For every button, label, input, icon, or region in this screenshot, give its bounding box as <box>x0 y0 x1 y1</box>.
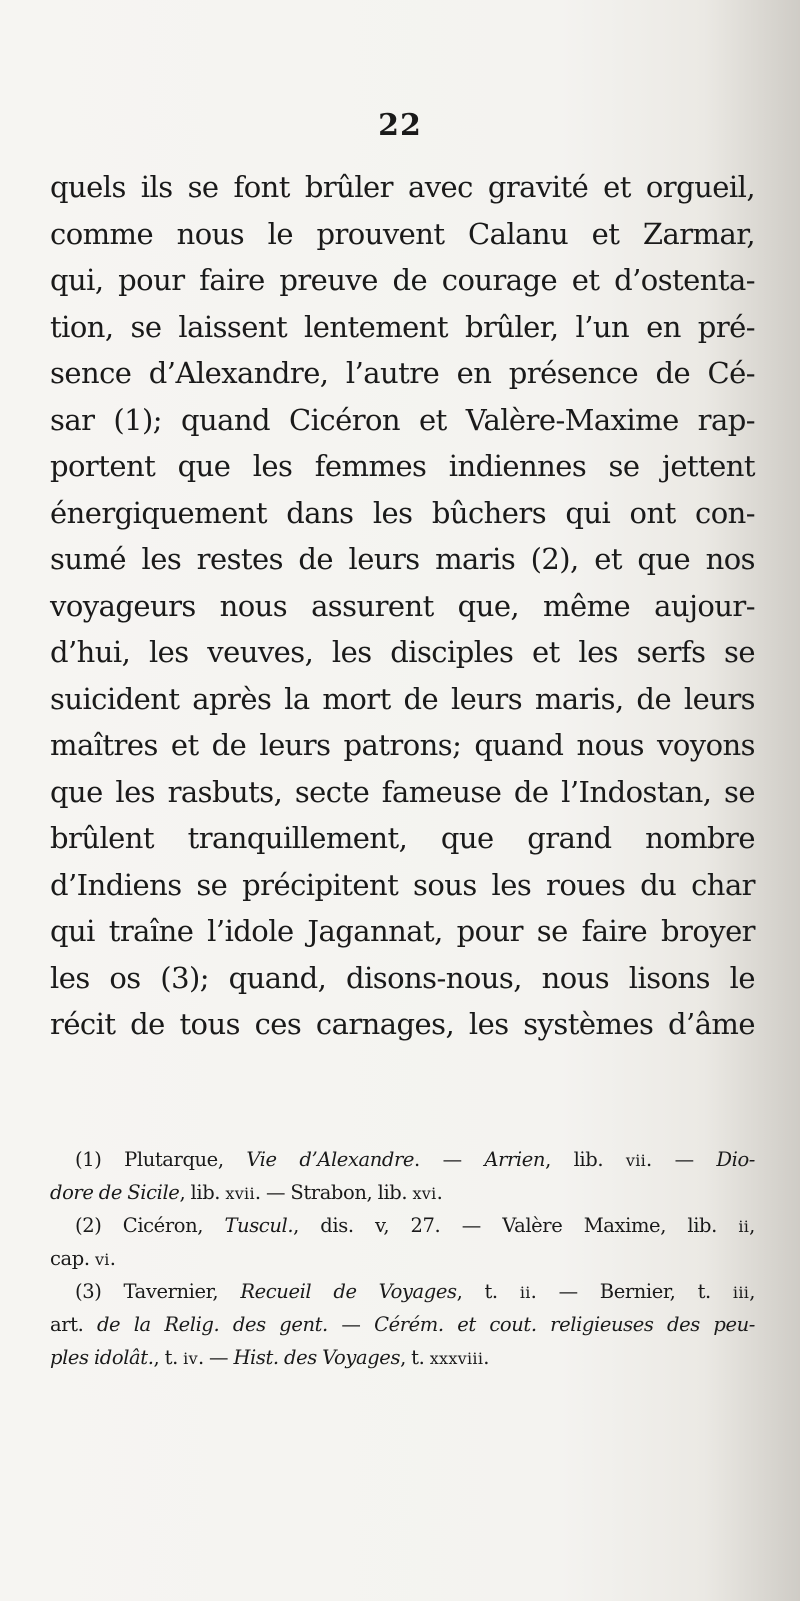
footnote-text: , <box>749 1214 755 1237</box>
footnote-text: , <box>749 1280 755 1303</box>
body-line: qui, pour faire preuve de courage et d’ostenta- <box>50 263 755 297</box>
footnote-text: (1) Plutarque, <box>75 1148 247 1171</box>
footnote-text: . — <box>197 1346 234 1369</box>
footnote-text: , dis. v, 27. — Valère Maxime, lib. <box>293 1214 739 1237</box>
body-line: tion, se laissent lentement brûler, l’un en pré- <box>50 309 755 344</box>
body-line: récit de tous ces carnages, les systèmes d’âme <box>50 1007 755 1041</box>
footnote-work-title: Tuscul. <box>224 1214 294 1237</box>
footnote-2-line-2 <box>50 1242 755 1275</box>
footnote-text: . — <box>414 1148 485 1171</box>
footnote-author: Dio- <box>716 1148 755 1171</box>
footnote-numeral: vii <box>625 1151 647 1170</box>
footnote-work-title: Cérém. et cout. religieuses des peu- <box>374 1313 755 1336</box>
footnote-work-title: de la Relig. des gent. <box>96 1313 328 1336</box>
footnote-numeral: iii <box>732 1283 750 1302</box>
footnote-text: . <box>483 1346 490 1369</box>
footnote-text: . <box>436 1181 443 1204</box>
footnote-text: cap. <box>50 1247 95 1270</box>
body-line: les os (3); quand, disons-nous, nous lisons le <box>50 960 755 995</box>
body-line: voyageurs nous assurent que, même aujour- <box>50 588 755 623</box>
footnote-text: , t. <box>400 1346 430 1369</box>
body-line: comme nous le prouvent Calanu et Zarmar, <box>50 216 755 251</box>
footnote-author: dore de Sicile <box>50 1181 180 1204</box>
body-line: sar (1); quand Cicéron et Valère-Maxime rap- <box>50 402 755 437</box>
body-line: sence d’Alexandre, l’autre en présence de Cé- <box>50 356 755 390</box>
footnote-text: , lib. <box>545 1148 626 1171</box>
body-line: énergiquement dans les bûchers qui ont con- <box>50 495 755 530</box>
footnote-numeral: xxxviii <box>429 1349 484 1368</box>
footnote-1-line-2 <box>50 1176 755 1209</box>
footnote-text: (3) Tavernier, <box>75 1280 241 1303</box>
footnote-text: . — Strabon, lib. <box>254 1181 413 1204</box>
footnote-1-line-1 <box>50 1143 755 1176</box>
footnote-text: (2) Cicéron, <box>75 1214 225 1237</box>
body-line: sumé les restes de leurs maris (2), et que nos <box>50 542 755 576</box>
footnotes <box>50 1143 755 1374</box>
page-number: 22 <box>378 108 422 143</box>
footnote-text: — <box>327 1313 375 1336</box>
footnote-numeral: xvi <box>412 1184 437 1203</box>
footnote-numeral: ii <box>519 1283 531 1302</box>
footnote-numeral: iv <box>183 1349 198 1368</box>
footnote-3-line-3 <box>50 1341 755 1374</box>
footnote-text: . — <box>646 1148 717 1171</box>
body-line: suicident après la mort de leurs maris, de leurs <box>50 681 755 716</box>
footnote-text: art. <box>50 1313 97 1336</box>
body-line: que les rasbuts, secte fameuse de l’Indostan, se <box>50 774 755 809</box>
footnote-work-title: Recueil de Voyages <box>240 1280 457 1303</box>
footnote-2-line-1 <box>50 1209 755 1242</box>
footnote-work-title: ples idolât. <box>50 1346 154 1369</box>
footnote-numeral: vi <box>94 1250 110 1269</box>
body-line: d’hui, les veuves, les disciples et les serfs se <box>50 635 755 669</box>
footnote-text: . — Bernier, t. <box>530 1280 733 1303</box>
body-line: maîtres et de leurs patrons; quand nous voyons <box>50 728 755 762</box>
footnote-text: . <box>109 1247 116 1270</box>
body-line: brûlent tranquillement, que grand nombre <box>50 821 755 855</box>
body-line: d’Indiens se précipitent sous les roues du char <box>50 867 755 902</box>
footnote-text: , t. <box>153 1346 184 1369</box>
footnote-work-title: Hist. des Voyages <box>233 1346 401 1369</box>
footnote-numeral: xvii <box>225 1184 255 1203</box>
footnote-numeral: ii <box>738 1217 750 1236</box>
footnote-text: , lib. <box>179 1181 226 1204</box>
footnote-3-line-2 <box>50 1308 755 1341</box>
body-line: qui traîne l’idole Jagannat, pour se faire broyer <box>50 914 755 948</box>
body-line: portent que les femmes indiennes se jettent <box>50 449 755 483</box>
body-line: quels ils se font brûler avec gravité et orgueil, <box>50 170 755 204</box>
footnote-3-line-1 <box>50 1275 755 1308</box>
footnote-text: , t. <box>456 1280 520 1303</box>
footnote-work-title: Vie d’Alexandre <box>246 1148 415 1171</box>
body-text <box>50 164 755 1048</box>
footnote-author: Arrien <box>484 1148 546 1171</box>
